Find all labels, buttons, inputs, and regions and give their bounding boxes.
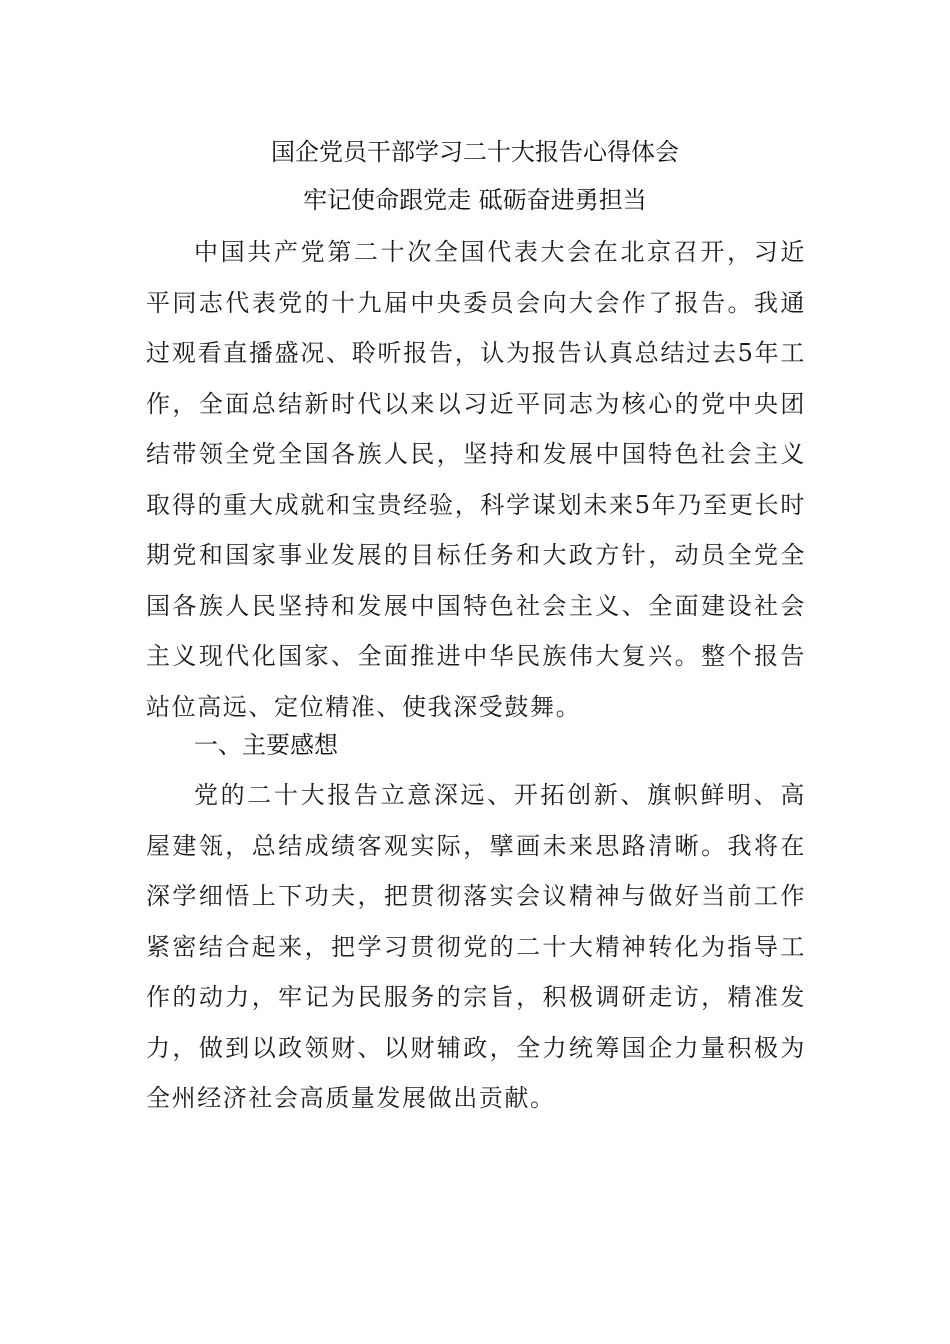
document-subtitle: 牢记使命跟党走 砥砺奋进勇担当 [303,186,647,214]
paragraph-intro: 中国共产党第二十次全国代表大会在北京召开，习近平同志代表党的十九届中央委员会向大会作了报告。我通过观看直播盛况、聆听报告，认为报告认真总结过去5年工作，全面总结新时代以来以习近平同志为核心的党中央团结带领全党全国各族人民，坚持和发展中国特色社会主义取得的重大成就和宝贵经验，科学谋划未来5年乃至更长时期党和国家事业发展的目标任务和大政方针，动员全党全国各族人民坚持和发展中国特色社会主义、全面建设社会主义现代化国家、全面推进中华民族伟大复兴。整个报告站位高远、定位精准、使我深受鼓舞。 [146,238,806,721]
section-heading-main-thoughts: 一、主要感想 [194,731,338,759]
paragraph-main-thoughts: 党的二十大报告立意深远、开拓创新、旗帜鲜明、高屋建瓴，总结成绩客观实际，擘画未来思路清晰。我将在深学细悟上下功夫，把贯彻落实会议精神与做好当前工作紧密结合起来，把学习贯彻党的二十大精神转化为指导工作的动力，牢记为民服务的宗旨，积极调研走访，精准发力，做到以政领财、以财辅政，全力统筹国企力量积极为全州经济社会高质量发展做出贡献。 [146,781,806,1112]
document-title: 国企党员干部学习二十大报告心得体会 [271,138,679,166]
